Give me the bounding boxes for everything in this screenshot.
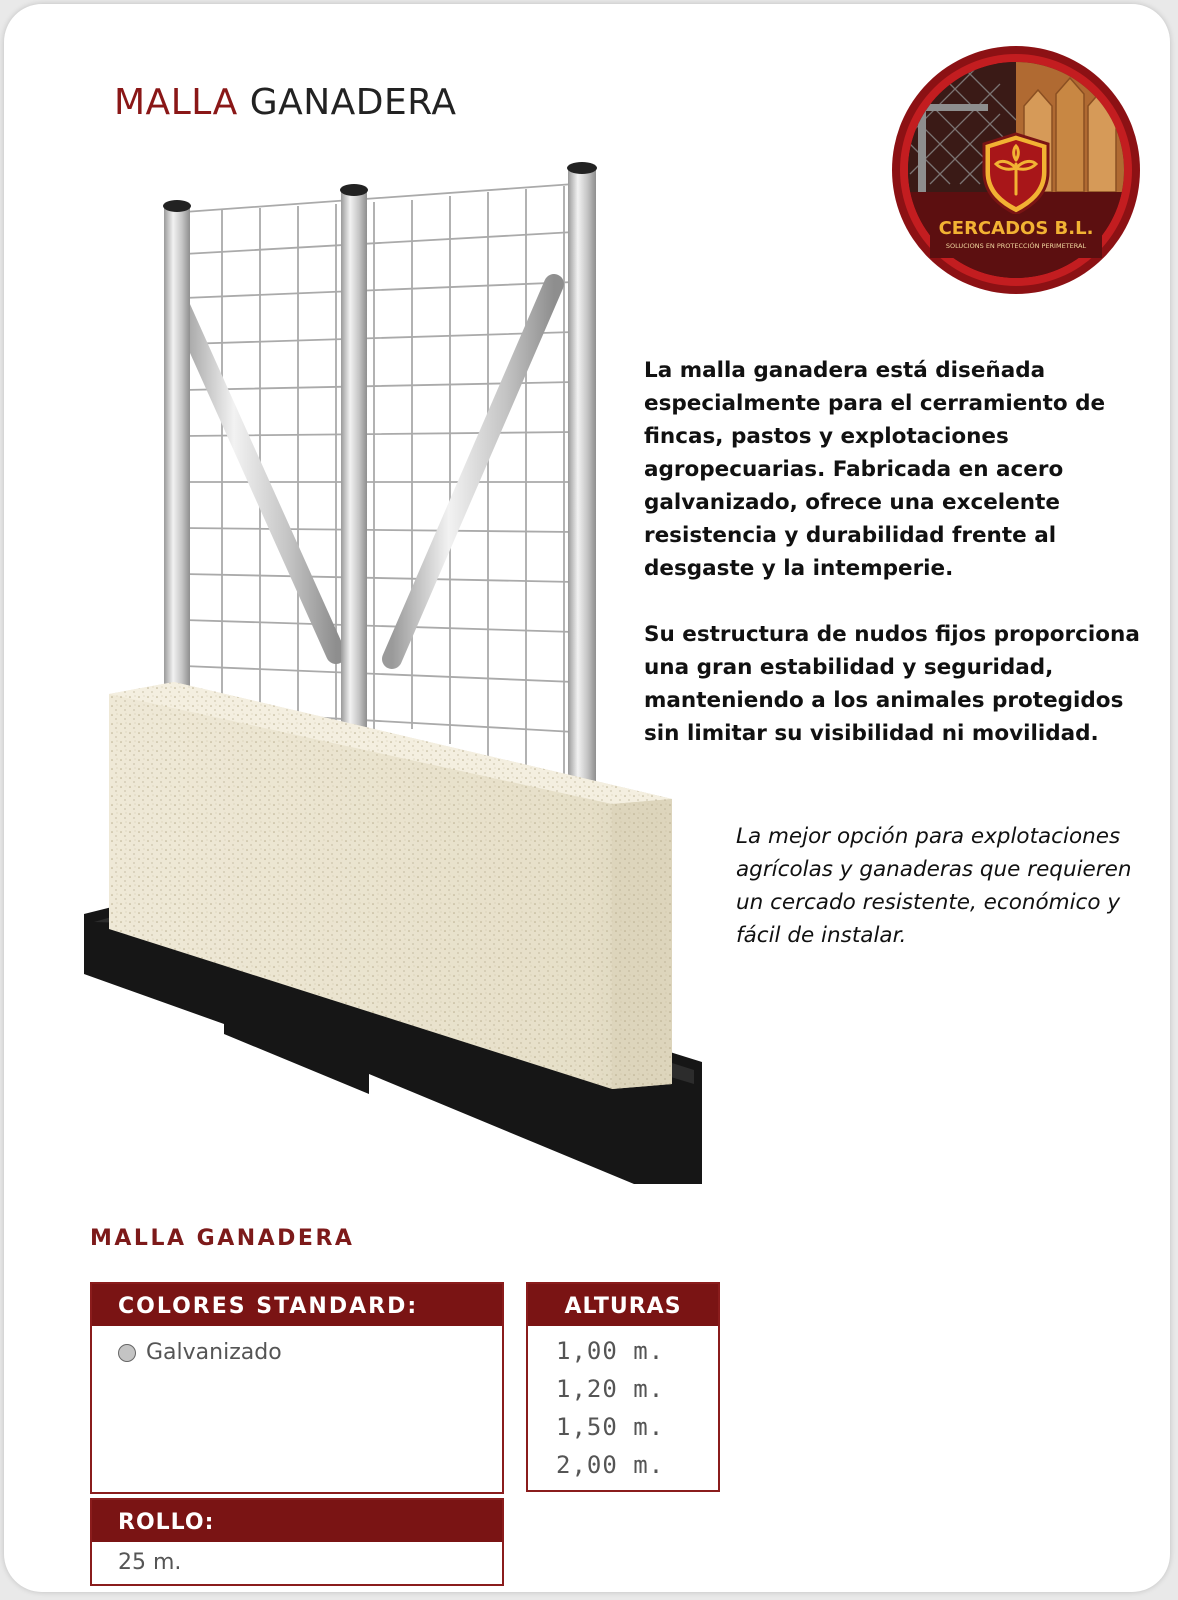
product-sheet <box>4 4 1170 1592</box>
height-option: 1,20 m. <box>556 1375 665 1403</box>
roll-header: ROLLO: <box>92 1500 502 1542</box>
title-word-malla: MALLA <box>114 82 238 123</box>
fence-illustration <box>74 154 724 1214</box>
description-paragraph-1: La malla ganadera está diseñada especialmente para el cerramiento de fincas, pastos y explotaciones agropecuarias. Fabricada en acero galvanizado, ofrece una excelente resistencia y durabilidad frente al desgaste y la intemperie. <box>644 358 1106 581</box>
color-label: Galvanizado <box>146 1340 282 1365</box>
roll-box <box>90 1498 504 1586</box>
heights-header: ALTURAS <box>528 1284 718 1326</box>
product-description <box>644 354 1164 783</box>
height-option: 1,00 m. <box>556 1337 665 1365</box>
description-paragraph-2: Su estructura de nudos fijos proporciona una gran estabilidad y seguridad, manteniendo a los animales protegidos sin limitar su visibilidad ni movilidad. <box>644 622 1140 746</box>
height-option: 1,50 m. <box>556 1413 665 1441</box>
specs-title: MALLA GANADERA <box>90 1226 355 1251</box>
color-option-galvanizado <box>118 1340 502 1365</box>
logo-name: CERCADOS B.L. <box>938 218 1094 239</box>
heights-box <box>526 1282 720 1492</box>
colors-header: COLORES STANDARD: <box>92 1284 502 1326</box>
height-option: 2,00 m. <box>556 1451 665 1479</box>
page-title <box>114 82 456 123</box>
roll-value: 25 m. <box>118 1550 182 1575</box>
product-tagline: La mejor opción para explotaciones agrícolas y ganaderas que requieren un cercado resistente, económico y fácil de instalar. <box>736 824 1132 948</box>
title-word-ganadera: GANADERA <box>249 82 457 123</box>
color-dot-icon <box>118 1344 136 1362</box>
colors-box <box>90 1282 504 1494</box>
company-logo <box>890 44 1142 296</box>
logo-tagline: SOLUCIONS EN PROTECCIÓN PERIMETERAL <box>945 242 1087 250</box>
